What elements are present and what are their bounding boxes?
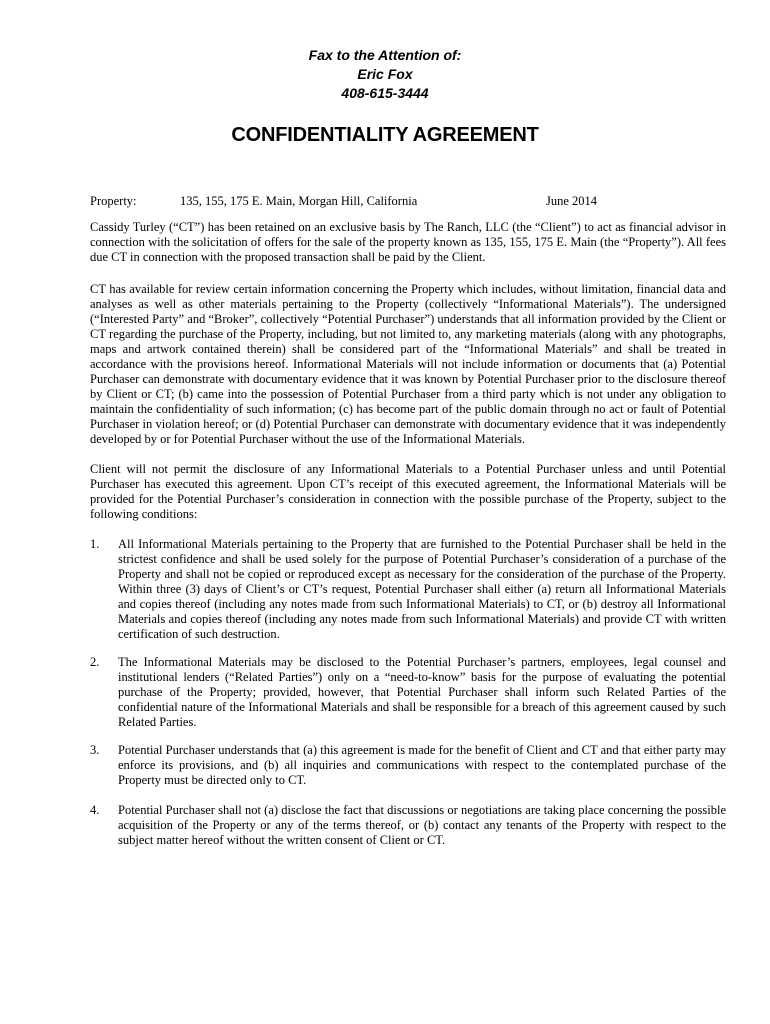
disclosure-paragraph: Client will not permit the disclosure of any Informational Materials to a Potential Purchaser unless and until Potential Purchaser has executed this agreement. Upon CT’s receipt of this executed agreement, the Informational Materials will be provided for the Potential Purchaser’s consideration in connection with the possible purchase of the Property, subject to the following conditions: — [90, 462, 726, 521]
agreement-date: June 2014 — [546, 194, 598, 208]
document-title: CONFIDENTIALITY AGREEMENT — [231, 124, 539, 146]
condition-text: Potential Purchaser shall not (a) disclose the fact that discussions or negotiations are taking place concerning the possible acquisition of the Property or any of the terms thereof, or (b) contact any tenants of the Property with respect to the subject matter hereof without the written consent of Client or CT. — [118, 803, 726, 847]
condition-text: Potential Purchaser understands that (a) this agreement is made for the benefit of Client and CT and that either party may enforce its provisions, and (b) all inquiries and communications with respect to the contemplated purchase of the Property must be directed only to CT. — [118, 743, 726, 787]
fax-attention-block — [0, 46, 770, 103]
fax-number: 408-615-3444 — [341, 85, 429, 101]
condition-number: 1. — [90, 537, 100, 551]
condition-number: 3. — [90, 743, 100, 757]
fax-attention-line: Fax to the Attention of: — [308, 47, 462, 63]
condition-text: All Informational Materials pertaining to the Property that are furnished to the Potential Purchaser shall be held in the strictest confidence and shall be used solely for the purpose of Potential Purchaser’s consideration of a purchase of the Property and shall not be copied or reproduced except as necessary for the consideration of the purchase of the Property. Within three (3) days of Client’s or CT’s request, Potential Purchaser shall either (a) return all Informational Materials and copies thereof (including any notes made from such Informational Materials) to CT, or (b) destroy all Informational Materials and copies thereof (including any notes made from such Informational Materials) and provide CT with written certification of such destruction. — [118, 537, 726, 641]
property-line — [90, 194, 726, 210]
informational-materials-paragraph: CT has available for review certain information concerning the Property which includes, without limitation, financial data and analyses as well as other materials pertaining to the Property (collectively “Informational Materials”). The undersigned (“Interested Party” and “Broker”, collectively “Potential Purchaser”) understands that all information provided by the Client or CT regarding the purchase of the Property, including, but not limited to, any marketing materials (along with any photographs, maps and artwork contained therein) shall be considered part of the “Informational Materials” and shall be treated in accordance with the provisions hereof. Informational Materials will not include information or documents that (a) Potential Purchaser can demonstrate with documentary evidence that it was known by Potential Purchaser prior to the disclosure thereof by Client or CT; (b) came into the possession of Potential Purchaser from a third party which is not under any obligation to maintain the confidentiality of such information; (c) has become part of the public domain through no act or fault of Potential Purchaser in violation hereof; or (d) Potential Purchaser can demonstrate with documentary evidence that it was independently developed by or for Potential Purchaser without the use of the Informational Materials. — [90, 282, 726, 446]
intro-paragraph: Cassidy Turley (“CT”) has been retained on an exclusive basis by The Ranch, LLC (the “Client”) to act as financial advisor in connection with the solicitation of offers for the sale of the property known as 135, 155, 175 E. Main (the “Property”). All fees due CT in connection with the proposed transaction shall be paid by the Client. — [90, 220, 726, 264]
property-address: 135, 155, 175 E. Main, Morgan Hill, California — [180, 194, 418, 208]
condition-number: 4. — [90, 803, 100, 817]
property-label: Property: — [90, 194, 137, 208]
condition-text: The Informational Materials may be disclosed to the Potential Purchaser’s partners, employees, legal counsel and institutional lenders (“Related Parties”) only on a “need-to-know” basis for the purpose of evaluating the potential purchase of the Property; provided, however, that Potential Purchaser shall inform such Related Parties of the confidential nature of the Informational Materials and shall be responsible for a breach of this agreement caused by such Related Parties. — [118, 655, 726, 729]
recipient-name: Eric Fox — [357, 66, 413, 82]
condition-number: 2. — [90, 655, 100, 669]
